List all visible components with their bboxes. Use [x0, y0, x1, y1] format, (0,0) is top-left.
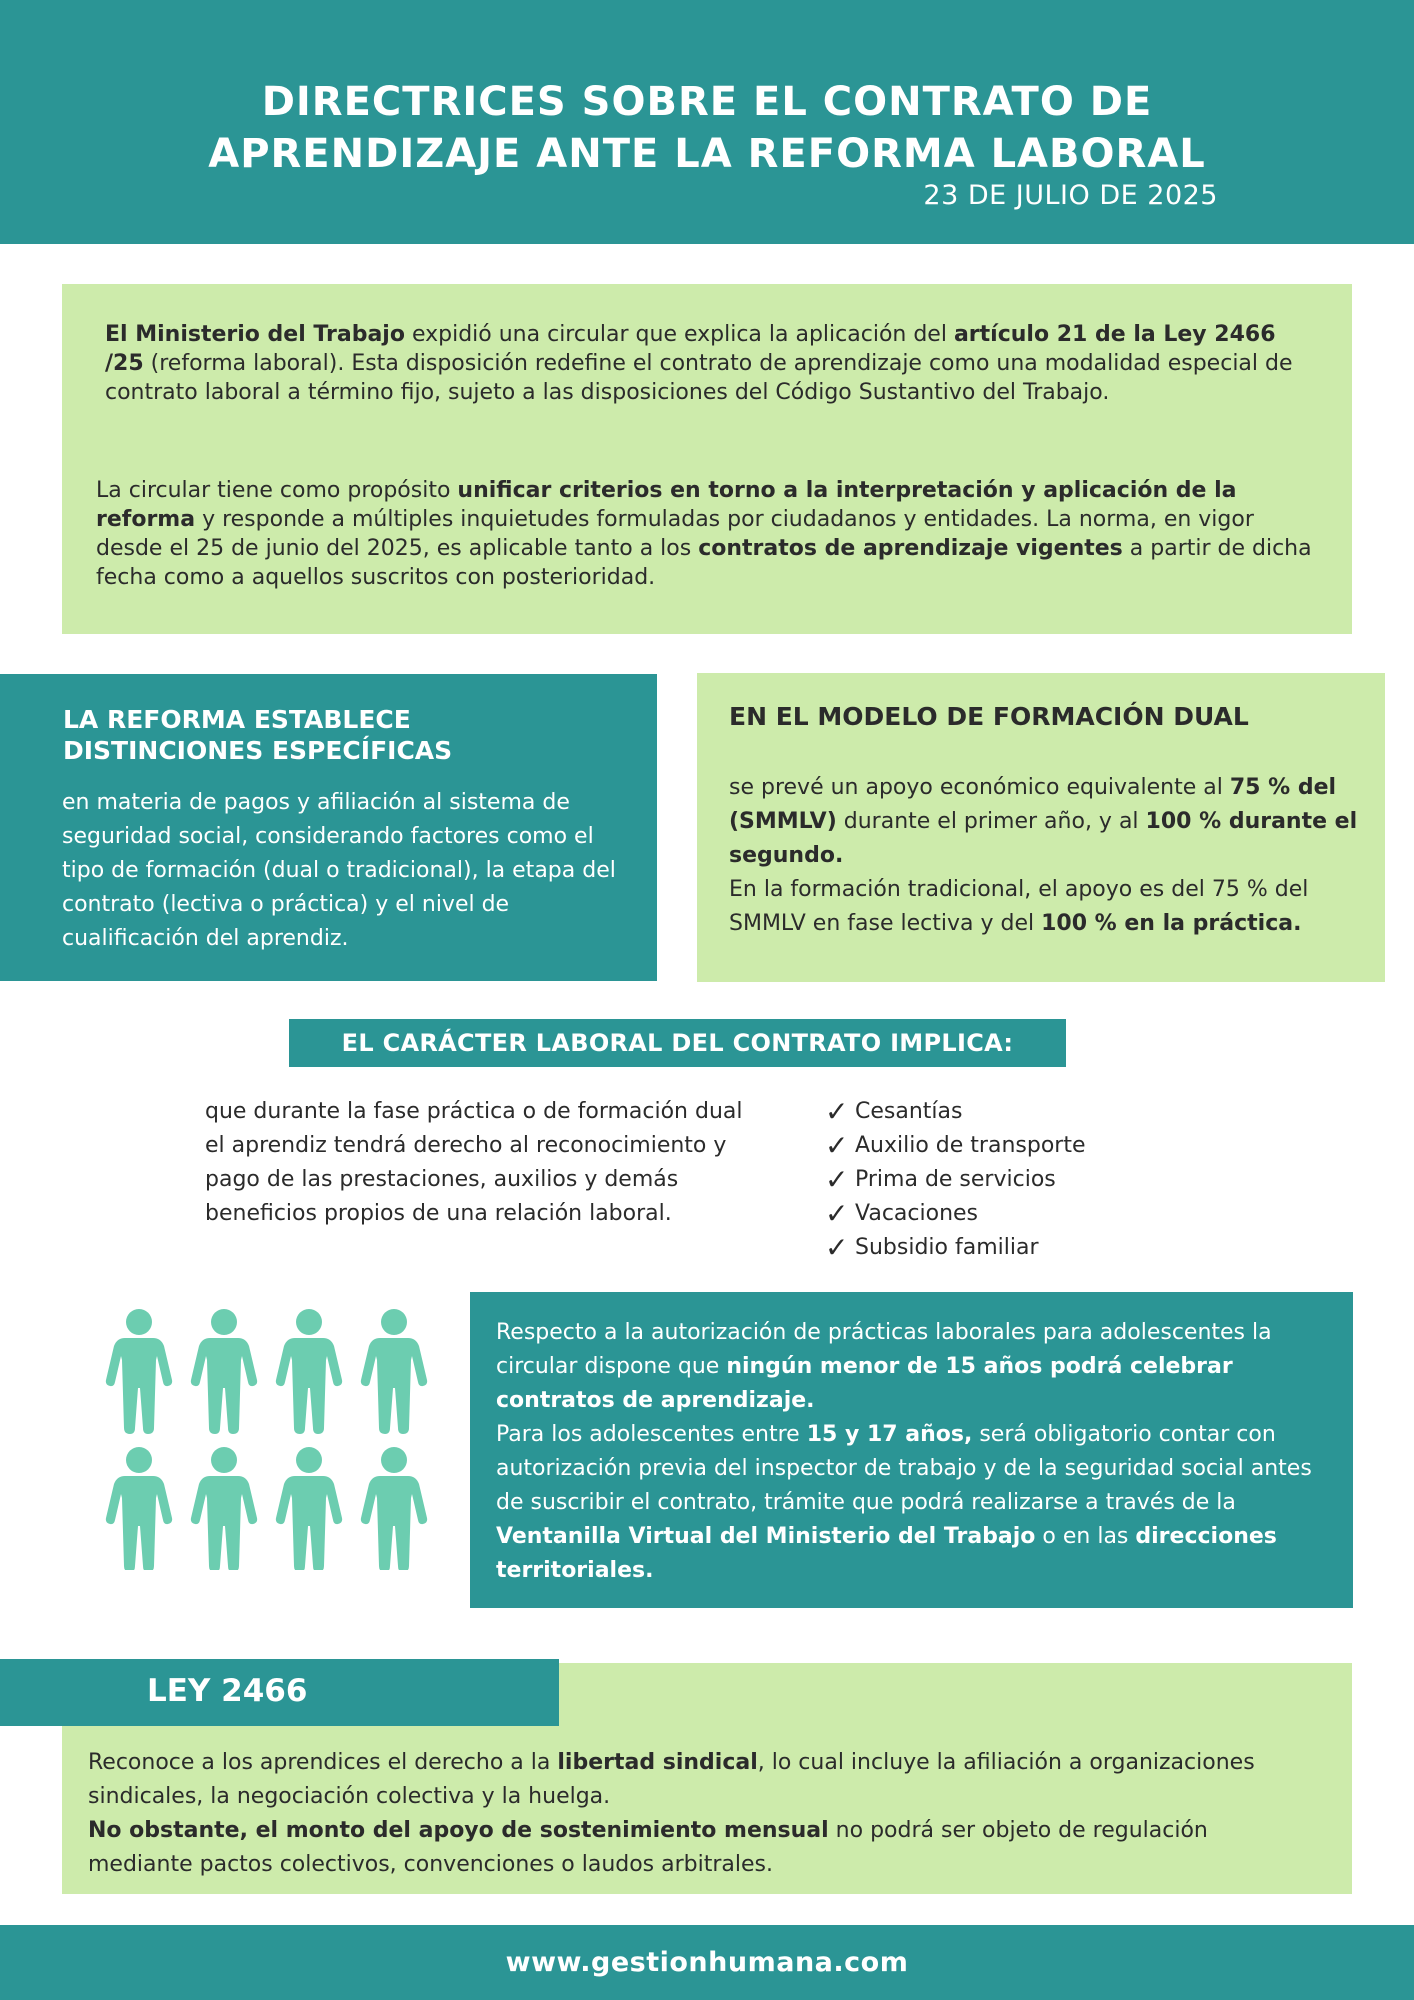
emphasis-text: unificar criterios en torno a la interpretación y aplicación de la reforma	[96, 478, 1237, 532]
benefit-label: Vacaciones	[855, 1201, 979, 1226]
publication-date: 23 DE JULIO DE 2025	[923, 180, 1218, 211]
person-icon	[106, 1309, 172, 1434]
emphasis-text: artículo 21 de la Ley 2466 /25	[105, 322, 1276, 376]
page-title-line1: DIRECTRICES SOBRE EL CONTRATO DE	[261, 79, 1153, 125]
person-icon	[276, 1447, 342, 1570]
person-icon	[361, 1447, 427, 1570]
header-banner	[0, 0, 1414, 244]
reforma-heading-line2: DISTINCIONES ESPECÍFICAS	[63, 736, 453, 765]
checkmark-icon: ✓	[825, 1163, 849, 1196]
benefit-label: Subsidio familiar	[855, 1235, 1039, 1260]
caracter-text: que durante la fase práctica o de formación dual el aprendiz tendrá derecho al reconocimiento y pago de las prestaciones, auxilios y demás beneficios propios de una relación laboral.	[205, 1099, 743, 1226]
person-icon	[191, 1447, 257, 1570]
benefit-item	[825, 1095, 1145, 1129]
people-figures-illustration	[105, 1308, 435, 1570]
checkmark-icon: ✓	[825, 1231, 849, 1264]
caracter-banner: EL CARÁCTER LABORAL DEL CONTRATO IMPLICA:	[289, 1019, 1066, 1067]
benefits-list	[825, 1095, 1145, 1265]
adolescentes-text: Respecto a la autorización de prácticas laborales para adolescentes la circular dispone que ningún menor de 15 años podrá celebrar contratos de aprendizaje. Para los adolescentes entre 15 y 17 años, será obligatorio contar con autorización previa del inspector de trabajo y de la seguridad social antes de suscribir el contrato, trámite que podrá realizarse a través de la Ventanilla Virtual del Ministerio del Trabajo o en las direcciones territoriales.	[496, 1320, 1312, 1583]
emphasis-text: direcciones territoriales.	[496, 1524, 1277, 1583]
ley-heading: LEY 2466	[147, 1673, 308, 1709]
benefit-label: Prima de servicios	[855, 1167, 1056, 1192]
page-title	[0, 76, 1414, 180]
benefit-item	[825, 1129, 1145, 1163]
footer-website[interactable]: www.gestionhumana.com	[0, 1925, 1414, 2000]
person-icon	[106, 1447, 172, 1570]
person-icon	[191, 1309, 257, 1434]
emphasis-text: 100 % durante el segundo.	[729, 809, 1358, 868]
reforma-heading	[63, 704, 623, 766]
benefit-item	[825, 1163, 1145, 1197]
person-icon	[276, 1309, 342, 1434]
ley-banner	[0, 1659, 559, 1726]
emphasis-text: Ventanilla Virtual del Ministerio del Trabajo	[496, 1524, 1036, 1549]
emphasis-text: 75 % del (SMMLV)	[729, 775, 1337, 834]
intro-box	[62, 284, 1352, 634]
emphasis-text: 15 y 17 años,	[806, 1422, 973, 1447]
checkmark-icon: ✓	[825, 1095, 849, 1128]
person-icon	[361, 1309, 427, 1434]
emphasis-text: libertad sindical	[557, 1750, 758, 1775]
reforma-text: en materia de pagos y afiliación al sistema de seguridad social, considerando factores como el tipo de formación (dual o tradicional), la etapa del contrato (lectiva o práctica) y el nivel de cualificación del aprendiz.	[62, 790, 616, 951]
intro-paragraph-1: El Ministerio del Trabajo expidió una circular que explica la aplicación del artículo 21 de la Ley 2466 /25 (reforma laboral). Esta disposición redefine el contrato de aprendizaje como una modalidad especial de contrato laboral a término fijo, sujeto a las disposiciones del Código Sustantivo del Trabajo.	[105, 322, 1293, 405]
emphasis-text: ningún menor de 15 años podrá celebrar contratos de aprendizaje.	[496, 1354, 1233, 1413]
intro-paragraph-2: La circular tiene como propósito unificar criterios en torno a la interpretación y aplicación de la reforma y responde a múltiples inquietudes formuladas por ciudadanos y entidades. La norma, en vigor desde el 25 de junio del 2025, es aplicable tanto a los contratos de aprendizaje vigentes a partir de dicha fecha como a aquellos suscritos con posterioridad.	[96, 478, 1312, 590]
benefit-item	[825, 1197, 1145, 1231]
emphasis-text: 100 % en la práctica.	[1041, 911, 1302, 936]
benefit-label: Auxilio de transporte	[855, 1133, 1086, 1158]
emphasis-text: No obstante, el monto del apoyo de sostenimiento mensual	[88, 1818, 829, 1843]
page-title-line2: APRENDIZAJE ANTE LA REFORMA LABORAL	[208, 131, 1206, 177]
checkmark-icon: ✓	[825, 1197, 849, 1230]
reforma-heading-line1: LA REFORMA ESTABLECE	[63, 705, 411, 734]
reforma-box	[0, 674, 657, 981]
dual-text: se prevé un apoyo económico equivalente al 75 % del (SMMLV) durante el primer año, y al 100 % durante el segundo. En la formación tradicional, el apoyo es del 75 % del SMMLV en fase lectiva y del 100 % en la práctica.	[729, 775, 1358, 936]
emphasis-text: El Ministerio del Trabajo	[105, 322, 405, 347]
ley-text: Reconoce a los aprendices el derecho a la libertad sindical, lo cual incluye la afiliación a organizaciones sindicales, la negociación colectiva y la huelga. No obstante, el monto del apoyo de sostenimiento mensual no podrá ser objeto de regulación mediante pactos colectivos, convenciones o laudos arbitrales.	[88, 1750, 1255, 1877]
benefit-label: Cesantías	[855, 1099, 963, 1124]
benefit-item	[825, 1231, 1145, 1265]
adolescentes-box	[470, 1292, 1353, 1608]
emphasis-text: contratos de aprendizaje vigentes	[698, 536, 1123, 561]
dual-box	[697, 673, 1385, 982]
checkmark-icon: ✓	[825, 1129, 849, 1162]
dual-heading: EN EL MODELO DE FORMACIÓN DUAL	[729, 702, 1249, 731]
